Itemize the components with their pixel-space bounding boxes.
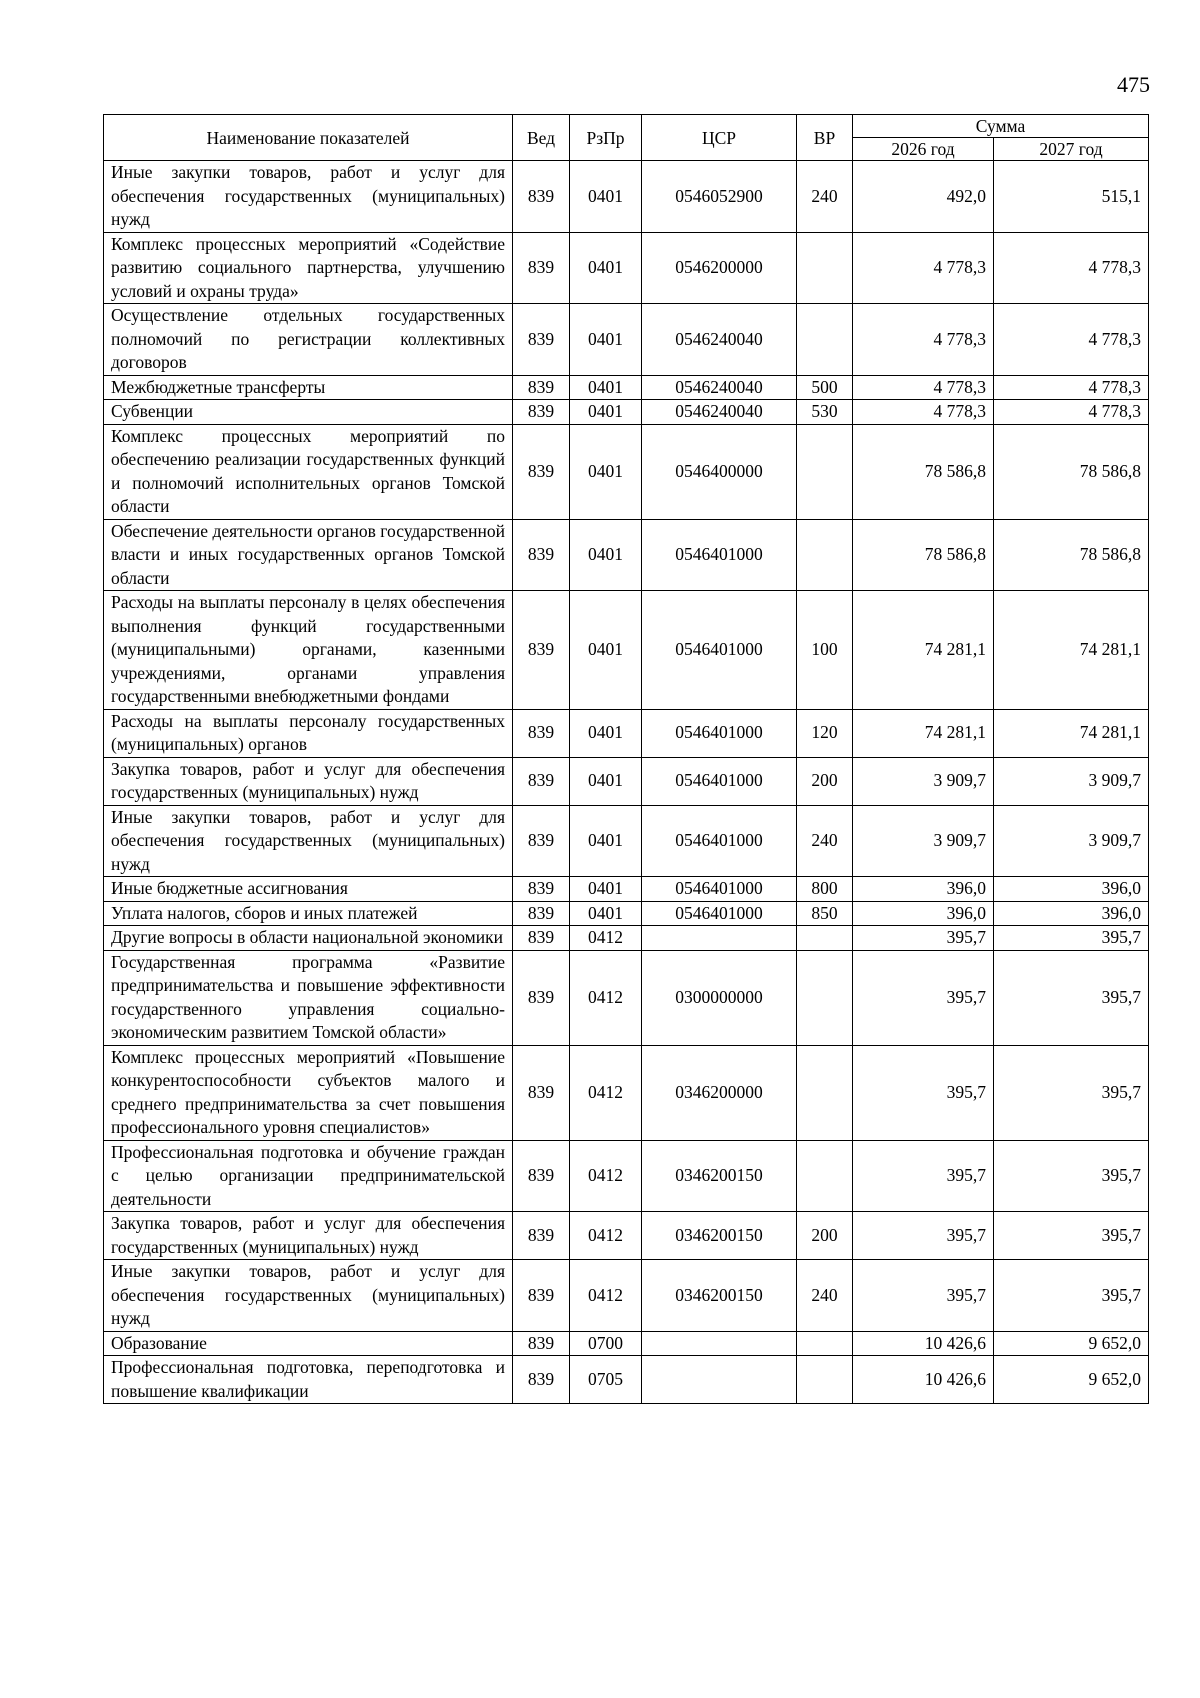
cell-rzpr: 0401 xyxy=(570,400,642,425)
header-year-2027: 2027 год xyxy=(994,138,1149,161)
cell-rzpr: 0412 xyxy=(570,1140,642,1212)
cell-ved: 839 xyxy=(513,901,570,926)
cell-name: Образование xyxy=(104,1331,513,1356)
cell-amount-2027: 395,7 xyxy=(994,1212,1149,1260)
table-row xyxy=(104,805,1149,877)
cell-rzpr: 0705 xyxy=(570,1356,642,1404)
cell-ved: 839 xyxy=(513,1045,570,1140)
header-vr: ВР xyxy=(797,115,853,161)
header-sum: Сумма xyxy=(853,115,1149,138)
cell-amount-2026: 74 281,1 xyxy=(853,591,994,710)
cell-name: Закупка товаров, работ и услуг для обеспечения государственных (муниципальных) нужд xyxy=(104,1212,513,1260)
page-number: 475 xyxy=(1117,72,1150,97)
cell-name: Субвенции xyxy=(104,400,513,425)
header-csr: ЦСР xyxy=(642,115,797,161)
table-row xyxy=(104,304,1149,376)
cell-amount-2027: 4 778,3 xyxy=(994,304,1149,376)
cell-ved: 839 xyxy=(513,232,570,304)
cell-name: Межбюджетные трансферты xyxy=(104,375,513,400)
table-header xyxy=(104,115,1149,161)
cell-amount-2027: 9 652,0 xyxy=(994,1356,1149,1404)
cell-vr xyxy=(797,950,853,1045)
cell-csr: 0346200000 xyxy=(642,1045,797,1140)
cell-ved: 839 xyxy=(513,926,570,951)
cell-csr: 0546401000 xyxy=(642,805,797,877)
table-row xyxy=(104,1331,1149,1356)
table-row xyxy=(104,901,1149,926)
cell-vr: 120 xyxy=(797,709,853,757)
cell-rzpr: 0401 xyxy=(570,591,642,710)
table-row xyxy=(104,161,1149,233)
cell-ved: 839 xyxy=(513,1356,570,1404)
cell-ved: 839 xyxy=(513,519,570,591)
cell-vr xyxy=(797,232,853,304)
cell-csr: 0546240040 xyxy=(642,304,797,376)
cell-name: Расходы на выплаты персоналу в целях обеспечения выполнения функций государственными (муниципальными) органами, казенными учреждениями, органами управления государственными внебюджетными фондами xyxy=(104,591,513,710)
cell-amount-2026: 4 778,3 xyxy=(853,304,994,376)
cell-amount-2027: 395,7 xyxy=(994,926,1149,951)
cell-rzpr: 0401 xyxy=(570,757,642,805)
cell-vr: 850 xyxy=(797,901,853,926)
cell-amount-2026: 78 586,8 xyxy=(853,424,994,519)
table-row xyxy=(104,400,1149,425)
cell-vr: 240 xyxy=(797,805,853,877)
cell-vr: 200 xyxy=(797,1212,853,1260)
header-year-2026: 2026 год xyxy=(853,138,994,161)
cell-amount-2026: 4 778,3 xyxy=(853,400,994,425)
cell-name: Комплекс процессных мероприятий по обеспечению реализации государственных функций и полномочий исполнительных органов Томской области xyxy=(104,424,513,519)
cell-rzpr: 0401 xyxy=(570,877,642,902)
cell-csr: 0546200000 xyxy=(642,232,797,304)
cell-name: Комплекс процессных мероприятий «Повышение конкурентоспособности субъектов малого и среднего предпринимательства за счет повышения профессионального уровня специалистов» xyxy=(104,1045,513,1140)
cell-name: Уплата налогов, сборов и иных платежей xyxy=(104,901,513,926)
cell-name: Осуществление отдельных государственных полномочий по регистрации коллективных договоров xyxy=(104,304,513,376)
table-row xyxy=(104,232,1149,304)
cell-amount-2026: 395,7 xyxy=(853,1140,994,1212)
table-row xyxy=(104,424,1149,519)
cell-amount-2026: 395,7 xyxy=(853,1212,994,1260)
cell-ved: 839 xyxy=(513,1260,570,1332)
cell-ved: 839 xyxy=(513,709,570,757)
cell-amount-2026: 395,7 xyxy=(853,926,994,951)
cell-ved: 839 xyxy=(513,950,570,1045)
cell-amount-2026: 4 778,3 xyxy=(853,375,994,400)
cell-ved: 839 xyxy=(513,375,570,400)
cell-amount-2026: 78 586,8 xyxy=(853,519,994,591)
cell-vr xyxy=(797,1045,853,1140)
cell-csr xyxy=(642,926,797,951)
cell-ved: 839 xyxy=(513,1331,570,1356)
cell-amount-2027: 3 909,7 xyxy=(994,805,1149,877)
cell-amount-2027: 74 281,1 xyxy=(994,591,1149,710)
cell-amount-2027: 395,7 xyxy=(994,1045,1149,1140)
cell-amount-2027: 3 909,7 xyxy=(994,757,1149,805)
cell-name: Профессиональная подготовка, переподготовка и повышение квалификации xyxy=(104,1356,513,1404)
header-rzpr: РзПр xyxy=(570,115,642,161)
table-row xyxy=(104,877,1149,902)
cell-amount-2027: 4 778,3 xyxy=(994,400,1149,425)
table-row xyxy=(104,519,1149,591)
table-row xyxy=(104,1140,1149,1212)
header-name: Наименование показателей xyxy=(104,115,513,161)
cell-name: Закупка товаров, работ и услуг для обеспечения государственных (муниципальных) нужд xyxy=(104,757,513,805)
cell-csr: 0346200150 xyxy=(642,1140,797,1212)
cell-rzpr: 0401 xyxy=(570,519,642,591)
cell-csr: 0546240040 xyxy=(642,375,797,400)
cell-vr: 800 xyxy=(797,877,853,902)
cell-amount-2027: 4 778,3 xyxy=(994,375,1149,400)
cell-vr xyxy=(797,926,853,951)
cell-amount-2026: 492,0 xyxy=(853,161,994,233)
cell-name: Иные закупки товаров, работ и услуг для обеспечения государственных (муниципальных) нужд xyxy=(104,805,513,877)
cell-csr: 0346200150 xyxy=(642,1212,797,1260)
cell-amount-2027: 74 281,1 xyxy=(994,709,1149,757)
cell-amount-2026: 395,7 xyxy=(853,950,994,1045)
cell-vr xyxy=(797,1356,853,1404)
cell-amount-2026: 396,0 xyxy=(853,901,994,926)
cell-name: Иные закупки товаров, работ и услуг для обеспечения государственных (муниципальных) нужд xyxy=(104,161,513,233)
table-row xyxy=(104,1212,1149,1260)
cell-name: Обеспечение деятельности органов государственной власти и иных государственных органов Томской области xyxy=(104,519,513,591)
cell-csr: 0546401000 xyxy=(642,901,797,926)
cell-amount-2026: 10 426,6 xyxy=(853,1331,994,1356)
cell-rzpr: 0412 xyxy=(570,1045,642,1140)
cell-vr xyxy=(797,1140,853,1212)
cell-name: Комплекс процессных мероприятий «Содействие развитию социального партнерства, улучшению условий и охраны труда» xyxy=(104,232,513,304)
cell-ved: 839 xyxy=(513,400,570,425)
cell-amount-2027: 9 652,0 xyxy=(994,1331,1149,1356)
cell-vr xyxy=(797,1331,853,1356)
table-row xyxy=(104,1356,1149,1404)
cell-amount-2026: 4 778,3 xyxy=(853,232,994,304)
cell-amount-2026: 3 909,7 xyxy=(853,805,994,877)
cell-ved: 839 xyxy=(513,591,570,710)
cell-ved: 839 xyxy=(513,1140,570,1212)
table-row xyxy=(104,1045,1149,1140)
cell-amount-2027: 515,1 xyxy=(994,161,1149,233)
cell-name: Иные закупки товаров, работ и услуг для обеспечения государственных (муниципальных) нужд xyxy=(104,1260,513,1332)
cell-vr: 100 xyxy=(797,591,853,710)
cell-name: Государственная программа «Развитие предпринимательства и повышение эффективности государственного управления социально-экономическим развитием Томской области» xyxy=(104,950,513,1045)
cell-ved: 839 xyxy=(513,161,570,233)
table-row xyxy=(104,375,1149,400)
table-row xyxy=(104,926,1149,951)
cell-csr: 0546401000 xyxy=(642,519,797,591)
cell-ved: 839 xyxy=(513,304,570,376)
cell-amount-2027: 396,0 xyxy=(994,901,1149,926)
cell-ved: 839 xyxy=(513,805,570,877)
header-ved: Вед xyxy=(513,115,570,161)
cell-vr xyxy=(797,519,853,591)
cell-csr: 0546401000 xyxy=(642,591,797,710)
cell-name: Иные бюджетные ассигнования xyxy=(104,877,513,902)
cell-csr: 0546240040 xyxy=(642,400,797,425)
cell-vr xyxy=(797,424,853,519)
cell-ved: 839 xyxy=(513,424,570,519)
table-row xyxy=(104,709,1149,757)
table-row xyxy=(104,591,1149,710)
cell-amount-2027: 4 778,3 xyxy=(994,232,1149,304)
cell-ved: 839 xyxy=(513,877,570,902)
budget-table xyxy=(103,114,1149,1404)
cell-amount-2026: 74 281,1 xyxy=(853,709,994,757)
cell-rzpr: 0412 xyxy=(570,926,642,951)
cell-csr: 0546401000 xyxy=(642,877,797,902)
cell-amount-2027: 78 586,8 xyxy=(994,424,1149,519)
cell-amount-2027: 395,7 xyxy=(994,950,1149,1045)
cell-rzpr: 0412 xyxy=(570,950,642,1045)
cell-vr: 240 xyxy=(797,1260,853,1332)
cell-vr: 500 xyxy=(797,375,853,400)
cell-csr xyxy=(642,1331,797,1356)
cell-csr xyxy=(642,1356,797,1404)
cell-csr: 0300000000 xyxy=(642,950,797,1045)
table-row xyxy=(104,1260,1149,1332)
cell-csr: 0546052900 xyxy=(642,161,797,233)
cell-csr: 0346200150 xyxy=(642,1260,797,1332)
cell-amount-2026: 395,7 xyxy=(853,1260,994,1332)
cell-amount-2027: 395,7 xyxy=(994,1140,1149,1212)
cell-amount-2026: 10 426,6 xyxy=(853,1356,994,1404)
cell-rzpr: 0401 xyxy=(570,161,642,233)
cell-rzpr: 0401 xyxy=(570,424,642,519)
cell-rzpr: 0401 xyxy=(570,375,642,400)
cell-vr: 530 xyxy=(797,400,853,425)
cell-vr: 240 xyxy=(797,161,853,233)
cell-vr: 200 xyxy=(797,757,853,805)
cell-name: Расходы на выплаты персоналу государственных (муниципальных) органов xyxy=(104,709,513,757)
cell-rzpr: 0412 xyxy=(570,1260,642,1332)
cell-amount-2026: 395,7 xyxy=(853,1045,994,1140)
cell-vr xyxy=(797,304,853,376)
cell-csr: 0546400000 xyxy=(642,424,797,519)
cell-rzpr: 0401 xyxy=(570,901,642,926)
cell-csr: 0546401000 xyxy=(642,757,797,805)
cell-amount-2027: 78 586,8 xyxy=(994,519,1149,591)
table-row xyxy=(104,950,1149,1045)
cell-name: Другие вопросы в области национальной экономики xyxy=(104,926,513,951)
cell-amount-2026: 3 909,7 xyxy=(853,757,994,805)
cell-rzpr: 0401 xyxy=(570,709,642,757)
cell-amount-2027: 396,0 xyxy=(994,877,1149,902)
cell-rzpr: 0401 xyxy=(570,232,642,304)
table-body xyxy=(104,161,1149,1404)
cell-amount-2026: 396,0 xyxy=(853,877,994,902)
cell-rzpr: 0700 xyxy=(570,1331,642,1356)
cell-rzpr: 0412 xyxy=(570,1212,642,1260)
cell-rzpr: 0401 xyxy=(570,304,642,376)
cell-rzpr: 0401 xyxy=(570,805,642,877)
table-row xyxy=(104,757,1149,805)
cell-amount-2027: 395,7 xyxy=(994,1260,1149,1332)
cell-csr: 0546401000 xyxy=(642,709,797,757)
cell-ved: 839 xyxy=(513,1212,570,1260)
cell-ved: 839 xyxy=(513,757,570,805)
cell-name: Профессиональная подготовка и обучение граждан с целью организации предпринимательской деятельности xyxy=(104,1140,513,1212)
